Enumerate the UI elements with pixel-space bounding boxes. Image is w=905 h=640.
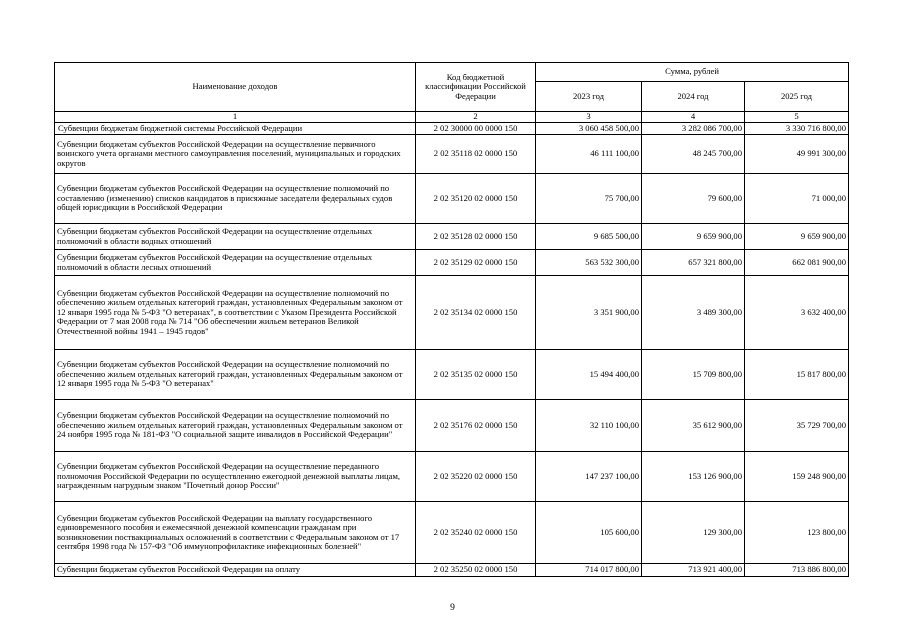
row-value-2025: 49 991 300,00 — [745, 135, 849, 174]
row-value-2023: 15 494 400,00 — [536, 350, 642, 400]
row-value-2023: 3 060 458 500,00 — [536, 123, 642, 135]
table-row — [55, 502, 849, 564]
column-index: 3 — [536, 112, 642, 123]
table-row — [55, 123, 849, 135]
row-code: 2 02 35250 02 0000 150 — [416, 564, 536, 577]
row-value-2023: 75 700,00 — [536, 174, 642, 224]
row-code: 2 02 35120 02 0000 150 — [416, 174, 536, 224]
row-value-2025: 3 330 716 800,00 — [745, 123, 849, 135]
column-index-row — [55, 112, 849, 123]
table-row — [55, 250, 849, 276]
row-name: Субвенции бюджетам субъектов Российской Федерации на оплату — [55, 564, 416, 577]
row-value-2025: 3 632 400,00 — [745, 276, 849, 350]
row-name: Субвенции бюджетам субъектов Российской Федерации на осуществление переданного полномочия Российской Федерации по осуществлению ежегодной денежной выплаты лицам, награжденным нагрудным знаком "Почетный донор России" — [55, 452, 416, 502]
page-number: 9 — [450, 603, 455, 613]
table-row — [55, 174, 849, 224]
row-name: Субвенции бюджетам субъектов Российской Федерации на осуществление первичного воинского учета органами местного самоуправления поселений, муниципальных и городских округов — [55, 135, 416, 174]
row-value-2023: 563 532 300,00 — [536, 250, 642, 276]
table-row — [55, 564, 849, 577]
row-value-2024: 3 282 086 700,00 — [642, 123, 745, 135]
row-value-2023: 32 110 100,00 — [536, 400, 642, 452]
row-code: 2 02 35134 02 0000 150 — [416, 276, 536, 350]
row-value-2024: 35 612 900,00 — [642, 400, 745, 452]
row-value-2023: 147 237 100,00 — [536, 452, 642, 502]
column-index: 2 — [416, 112, 536, 123]
row-code: 2 02 35176 02 0000 150 — [416, 400, 536, 452]
row-code: 2 02 35135 02 0000 150 — [416, 350, 536, 400]
row-value-2025: 713 886 800,00 — [745, 564, 849, 577]
row-value-2025: 159 248 900,00 — [745, 452, 849, 502]
row-code: 2 02 30000 00 0000 150 — [416, 123, 536, 135]
table-row — [55, 350, 849, 400]
table-row — [55, 135, 849, 174]
row-value-2024: 79 600,00 — [642, 174, 745, 224]
row-value-2024: 129 300,00 — [642, 502, 745, 564]
row-value-2025: 123 800,00 — [745, 502, 849, 564]
header-year-2024: 2024 год — [642, 82, 745, 112]
row-value-2024: 3 489 300,00 — [642, 276, 745, 350]
row-value-2024: 153 126 900,00 — [642, 452, 745, 502]
row-code: 2 02 35129 02 0000 150 — [416, 250, 536, 276]
row-value-2023: 714 017 800,00 — [536, 564, 642, 577]
revenue-table — [54, 62, 849, 577]
row-value-2023: 46 111 100,00 — [536, 135, 642, 174]
row-value-2023: 3 351 900,00 — [536, 276, 642, 350]
table-row — [55, 400, 849, 452]
row-name: Субвенции бюджетам субъектов Российской Федерации на осуществление полномочий по обеспечению жильем отдельных категорий граждан, установленных Федеральным законом от 12 января 1995 года № 5-ФЗ "О ветеранах" — [55, 350, 416, 400]
column-index: 5 — [745, 112, 849, 123]
header-sum: Сумма, рублей — [536, 63, 849, 82]
row-value-2025: 71 000,00 — [745, 174, 849, 224]
header-year-2025: 2025 год — [745, 82, 849, 112]
row-name: Субвенции бюджетам субъектов Российской Федерации на осуществление отдельных полномочий в области лесных отношений — [55, 250, 416, 276]
row-code: 2 02 35220 02 0000 150 — [416, 452, 536, 502]
row-name: Субвенции бюджетам бюджетной системы Российской Федерации — [55, 123, 416, 135]
table-row — [55, 276, 849, 350]
row-name: Субвенции бюджетам субъектов Российской Федерации на осуществление отдельных полномочий в области водных отношений — [55, 224, 416, 250]
row-value-2023: 9 685 500,00 — [536, 224, 642, 250]
row-value-2024: 713 921 400,00 — [642, 564, 745, 577]
row-name: Субвенции бюджетам субъектов Российской Федерации на осуществление полномочий по обеспечению жильем отдельных категорий граждан, установленных Федеральным законом от 12 января 1995 года № 5-ФЗ "О ветеранах", в соответствии с Указом Президента Российской Федерации от 7 мая 2008 года № 714 "Об обеспечении жильем ветеранов Великой Отечественной войны 1941 – 1945 годов" — [55, 276, 416, 350]
row-value-2024: 15 709 800,00 — [642, 350, 745, 400]
row-code: 2 02 35118 02 0000 150 — [416, 135, 536, 174]
row-value-2025: 662 081 900,00 — [745, 250, 849, 276]
row-value-2025: 15 817 800,00 — [745, 350, 849, 400]
row-value-2025: 35 729 700,00 — [745, 400, 849, 452]
row-value-2024: 9 659 900,00 — [642, 224, 745, 250]
row-value-2025: 9 659 900,00 — [745, 224, 849, 250]
row-value-2023: 105 600,00 — [536, 502, 642, 564]
row-value-2024: 48 245 700,00 — [642, 135, 745, 174]
header-income-name: Наименование доходов — [55, 63, 416, 112]
row-name: Субвенции бюджетам субъектов Российской Федерации на выплату государственного единовременного пособия и ежемесячной денежной компенсации гражданам при возникновении поствакцинальных осложнений в соответствии с Федеральным законом от 17 сентября 1998 года № 157-ФЗ "Об иммунопрофилактике инфекционных болезней" — [55, 502, 416, 564]
header-budget-code: Код бюджетной классификации Российской Федерации — [416, 63, 536, 112]
row-code: 2 02 35128 02 0000 150 — [416, 224, 536, 250]
row-value-2024: 657 321 800,00 — [642, 250, 745, 276]
row-code: 2 02 35240 02 0000 150 — [416, 502, 536, 564]
column-index: 1 — [55, 112, 416, 123]
table-row — [55, 452, 849, 502]
column-index: 4 — [642, 112, 745, 123]
table-row — [55, 224, 849, 250]
header-year-2023: 2023 год — [536, 82, 642, 112]
row-name: Субвенции бюджетам субъектов Российской Федерации на осуществление полномочий по обеспечению жильем отдельных категорий граждан, установленных Федеральным законом от 24 ноября 1995 года № 181-ФЗ "О социальной защите инвалидов в Российской Федерации" — [55, 400, 416, 452]
row-name: Субвенции бюджетам субъектов Российской Федерации на осуществление полномочий по составлению (изменению) списков кандидатов в присяжные заседатели федеральных судов общей юрисдикции в Российской Федерации — [55, 174, 416, 224]
